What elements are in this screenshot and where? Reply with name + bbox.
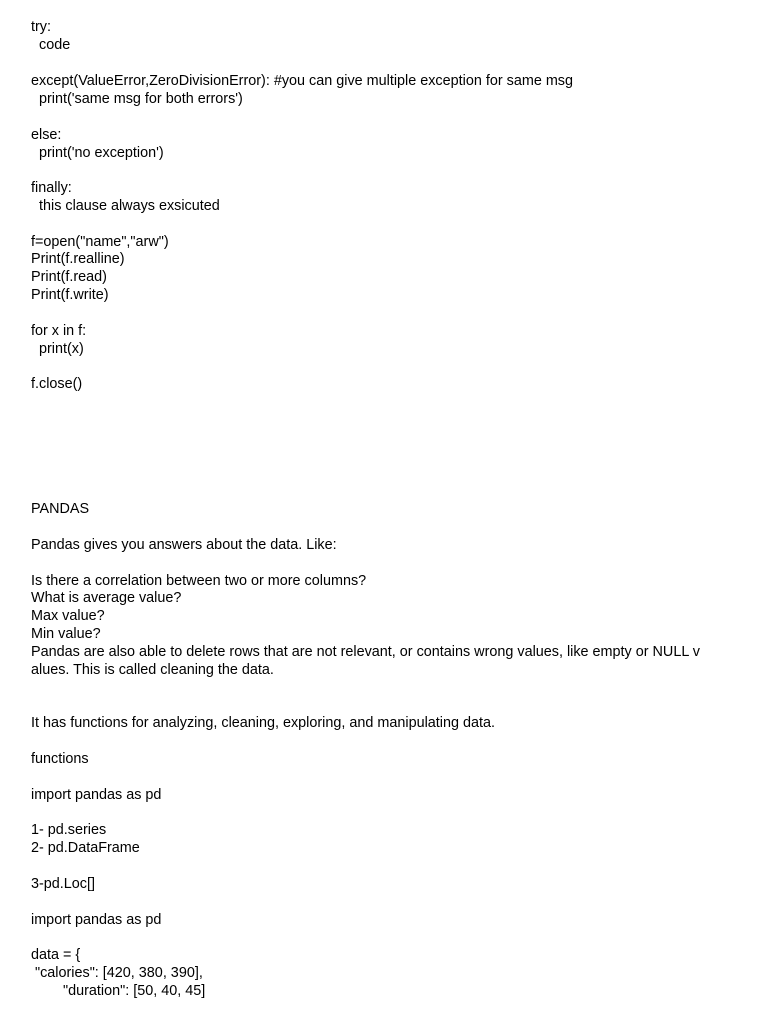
code-line: print(x) [31,341,84,357]
code-line: f=open("name","arw") [31,234,169,250]
code-line: Print(f.write) [31,287,109,303]
text-line: Min value? [31,626,101,642]
code-line: print('no exception') [31,145,164,161]
text-line: Pandas are also able to delete rows that are not relevant, or contains wrong values, like empty or NULL v [31,644,700,660]
code-line: this clause always exsicuted [31,198,220,214]
code-line: for x in f: [31,323,87,339]
code-line: import pandas as pd [31,787,162,803]
text-line: What is average value? [31,590,182,606]
code-line: "calories": [420, 380, 390], [31,965,203,981]
code-line: print('same msg for both errors') [31,91,243,107]
code-line: data = { [31,947,81,963]
section-heading: PANDAS [31,501,90,517]
text-line: functions [31,751,89,767]
code-line: else: [31,127,62,143]
text-line: Max value? [31,608,105,624]
text-line: It has functions for analyzing, cleaning, exploring, and manipulating data. [31,715,495,731]
code-line: try: [31,19,51,35]
code-line: Print(f.read) [31,269,107,285]
code-line: 1- pd.series [31,822,107,838]
code-line: 3-pd.Loc[] [31,876,95,892]
text-line: alues. This is called cleaning the data. [31,662,274,678]
code-line: 2- pd.DataFrame [31,840,140,856]
code-line: finally: [31,180,72,196]
text-line: Is there a correlation between two or more columns? [31,573,367,589]
code-line: Print(f.realline) [31,251,125,267]
code-line: except(ValueError,ZeroDivisionError): #you can give multiple exception for same msg [31,73,574,89]
code-line: "duration": [50, 40, 45] [31,983,206,999]
text-line: Pandas gives you answers about the data. Like: [31,537,337,553]
code-line: code [31,37,71,53]
code-line: f.close() [31,376,83,392]
code-line: import pandas as pd [31,912,162,928]
